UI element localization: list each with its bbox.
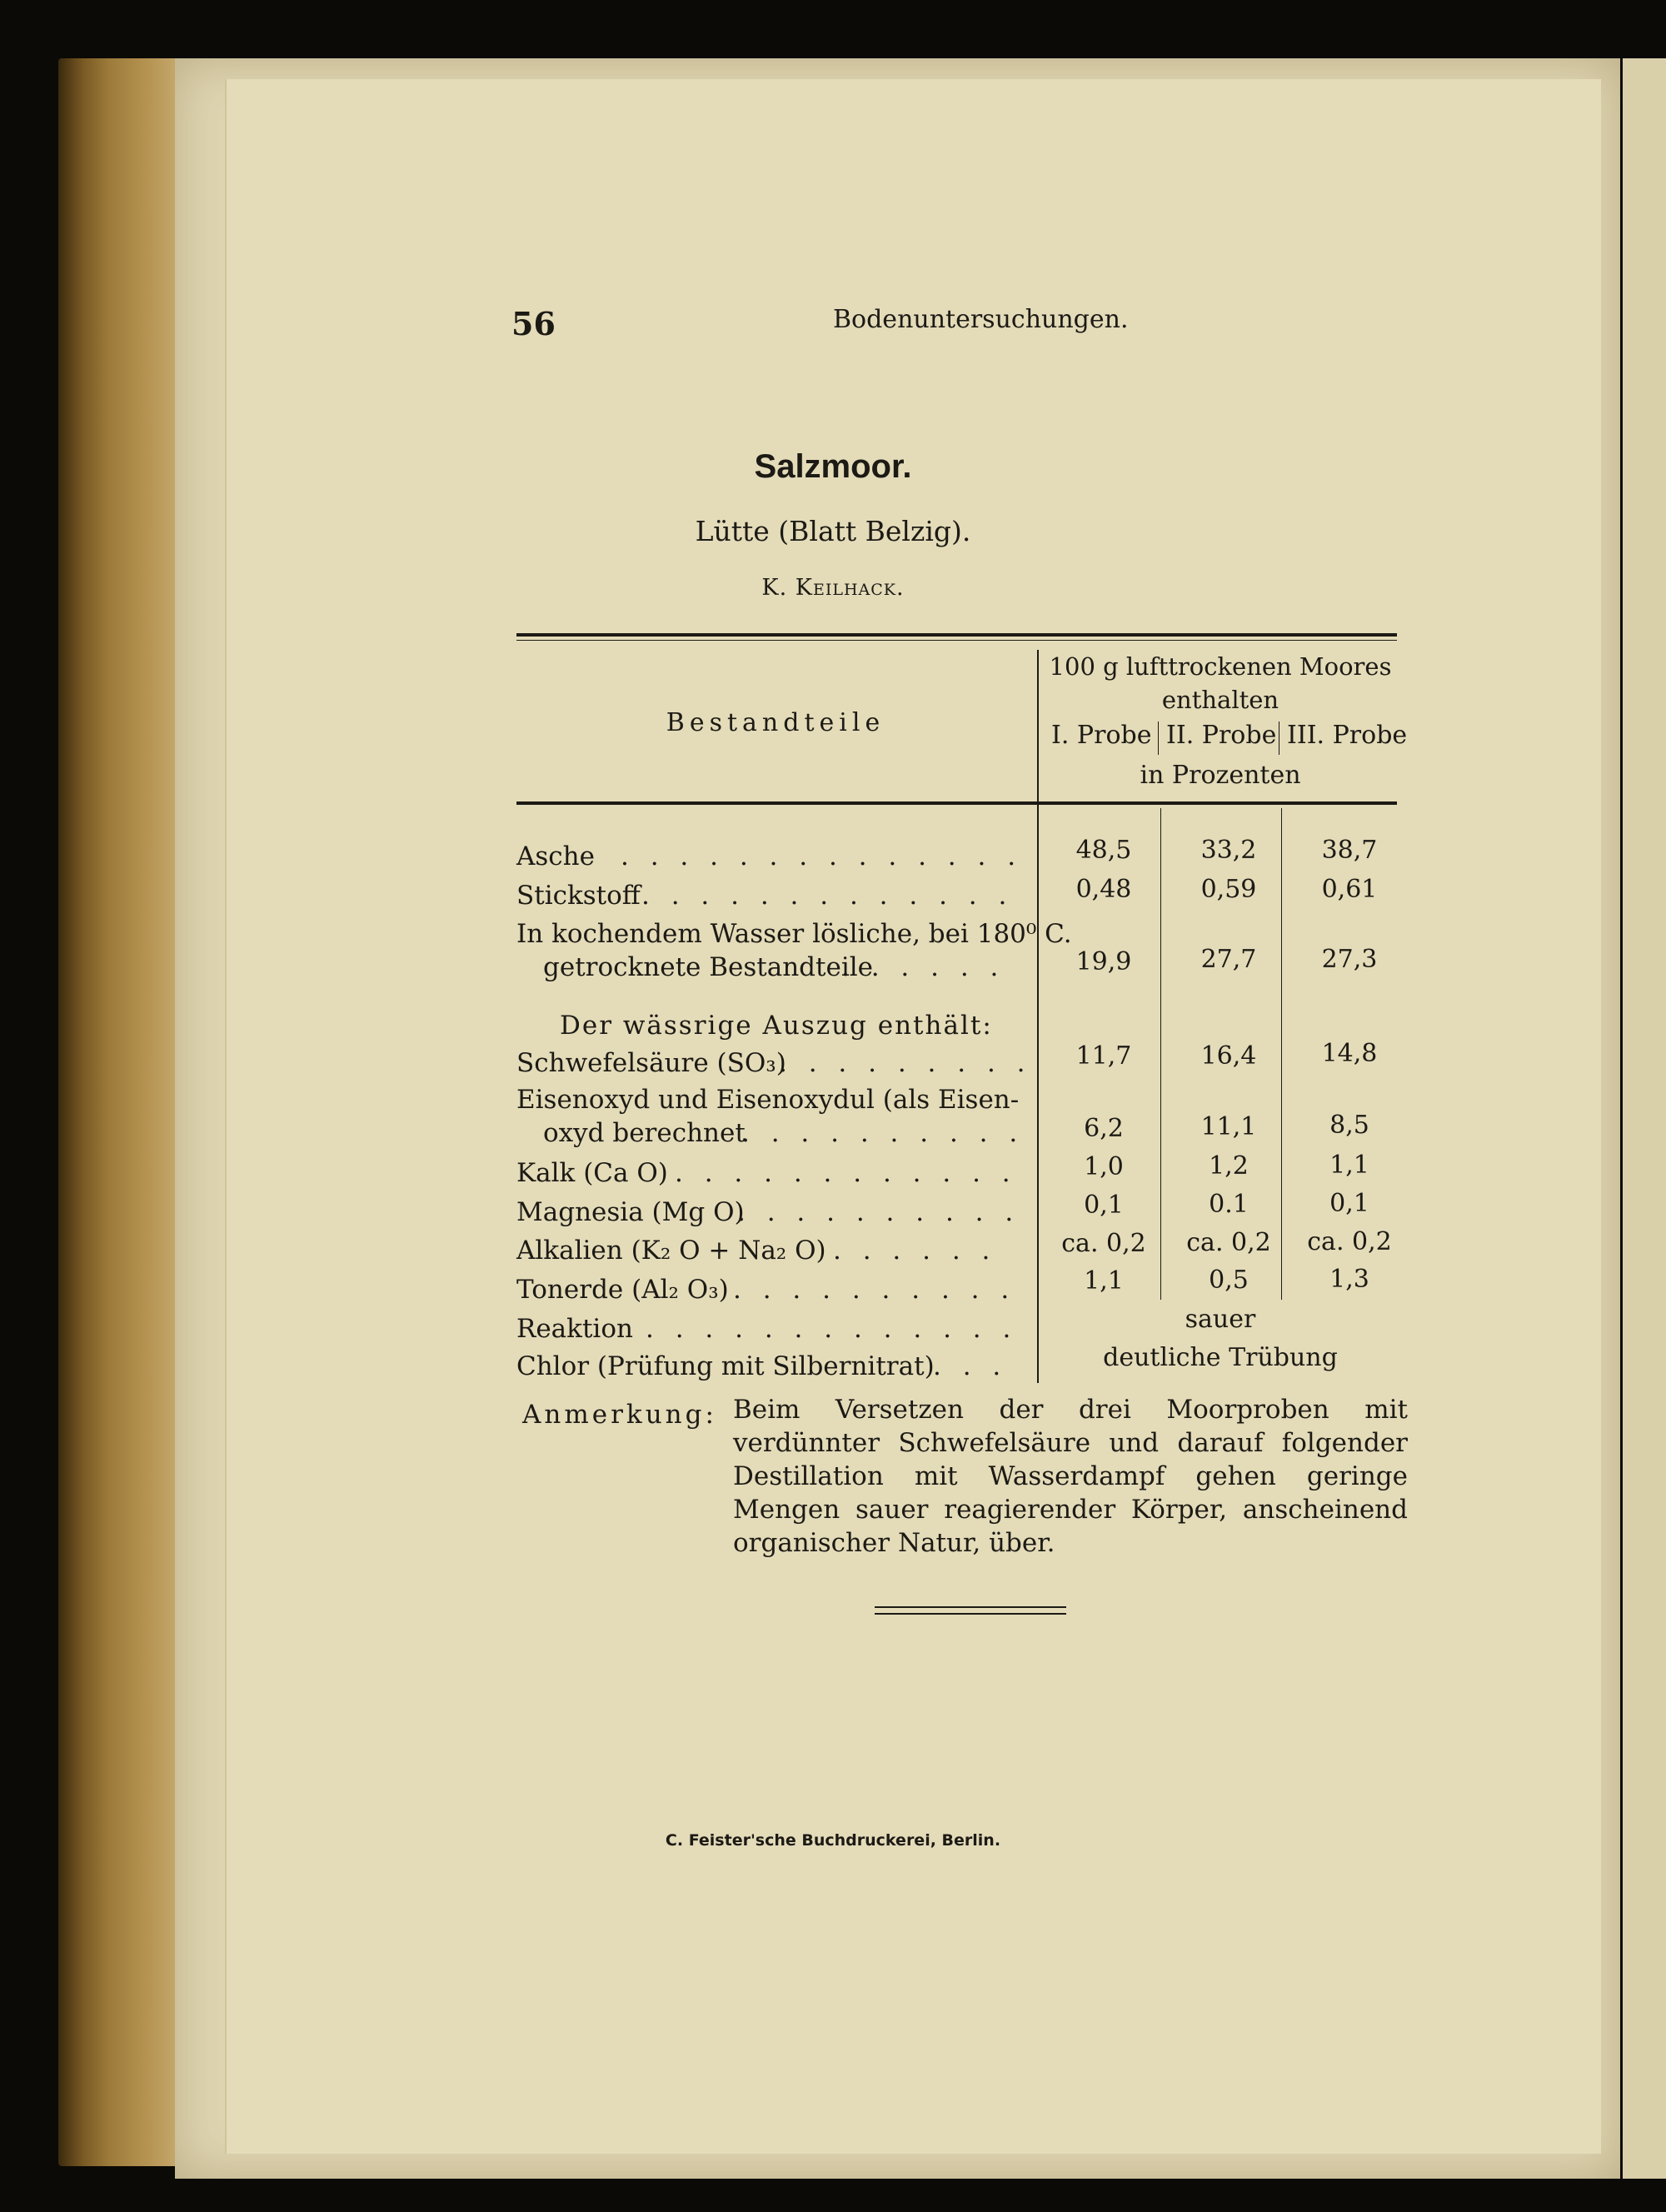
cell-asche-1: 48,5 [1075,836,1132,865]
column-header-sample: 100 g lufttrockenen Moores enthalten [1049,652,1392,714]
column-header-bestandteile: Bestandteile [666,708,885,737]
cell-stickstoff-3: 0,61 [1321,875,1378,904]
cell-stickstoff-1: 0,48 [1075,875,1132,904]
cell-kalk-2: 1,2 [1209,1151,1249,1181]
running-title: Bodenuntersuchungen. [833,305,1129,334]
author-initial: K. [761,575,788,601]
section-heading: Der wässrige Auszug enthält: [560,1011,993,1041]
cell-asche-3: 38,7 [1321,836,1378,865]
column-header-probe-2: II. Probe [1166,721,1277,750]
row-label-alkalien: Alkalien (K₂ O + Na₂ O) [516,1236,826,1266]
row-label-chlor: Chlor (Prüfung mit Silbernitrat) [516,1351,935,1381]
column-header-probe-1: I. Probe [1051,721,1152,750]
cell-tonerde-1: 1,1 [1084,1266,1124,1296]
table-top-rule-thin [516,640,1397,641]
row-label-tonerde: Tonerde (Al₂ O₃) [516,1275,729,1305]
cell-eisenoxyd-1: 6,2 [1084,1114,1124,1143]
cell-magnesia-2: 0.1 [1209,1190,1249,1219]
leader-dots: . . . . . . . . . . . . [675,1158,1017,1188]
facing-page-edge [1623,58,1666,2179]
cell-kalk-1: 1,0 [1084,1152,1124,1181]
page-title: Salzmoor. [754,448,912,485]
cell-schwefelsaeure-2: 16,4 [1200,1041,1257,1071]
leader-dots: . . . . . . . . . . [741,1118,1025,1148]
page-number: 56 [511,305,556,342]
cell-reaktion: sauer [1185,1305,1256,1334]
cell-schwefelsaeure-1: 11,7 [1075,1041,1132,1071]
end-rule-top [875,1606,1066,1608]
leader-dots: . . . . . . . . . [779,1048,1032,1078]
leader-dots: . . . . . . . . . . . . . [646,1314,1018,1344]
cell-alkalien-3: ca. 0,2 [1307,1227,1392,1256]
note-text: Beim Versetzen der drei Moorproben mit verdünnter Schwefelsäure und darauf folgender Destillation mit Wasserdampf gehen geringe Mengen sauer reagierender Körper, anscheinend organischer Natur, über. [733,1395,1408,1558]
page-subtitle: Lütte (Blatt Belzig). [695,515,971,547]
row-label-stickstoff: Stickstoff [516,881,641,911]
cell-stickstoff-2: 0,59 [1200,875,1257,904]
column-header-unit: in Prozenten [1140,761,1301,790]
cell-eisenoxyd-3: 8,5 [1329,1111,1369,1140]
row-label-schwefelsaeure: Schwefelsäure (SO₃) [516,1048,786,1078]
cell-tonerde-2: 0,5 [1209,1266,1249,1295]
column-divider-main [1037,650,1039,1383]
book-page-edges [58,58,183,2166]
end-rule-bottom [875,1613,1066,1615]
cell-eisenoxyd-2: 11,1 [1200,1112,1257,1141]
cell-loesliche-2: 27,7 [1200,945,1257,974]
table-top-rule [516,633,1397,637]
leader-dots: . . . . . . . . . . . . . [641,881,1014,911]
cell-tonerde-3: 1,3 [1329,1265,1369,1294]
column-header-probe-3: III. Probe [1287,721,1408,750]
row-label-magnesia: Magnesia (Mg O) [516,1197,745,1227]
cell-alkalien-1: ca. 0,2 [1061,1229,1146,1258]
leader-dots: . . . . . . . . . . [733,1275,1016,1305]
note-label: Anmerkung: [522,1400,717,1430]
cell-magnesia-3: 0,1 [1329,1189,1369,1218]
table-header-rule [516,801,1397,805]
leader-dots: . . . . . . [833,1236,997,1266]
leader-dots: . . . . . . . . . . . . . . [621,841,1023,871]
leader-dots: . . . . . . . . . . [737,1197,1020,1227]
author-name: Keilhack. [795,575,905,601]
author [0,575,1666,601]
cell-alkalien-2: ca. 0,2 [1186,1228,1271,1257]
cell-loesliche-3: 27,3 [1321,945,1378,974]
printer-imprint: C. Feister'sche Buchdruckerei, Berlin. [665,1831,1001,1850]
cell-kalk-3: 1,1 [1329,1151,1369,1180]
cell-magnesia-1: 0,1 [1084,1191,1124,1220]
row-label-loesliche-line1: In kochendem Wasser lösliche, bei 180⁰ C. [516,919,1072,949]
row-label-asche: Asche [516,841,595,871]
cell-schwefelsaeure-3: 14,8 [1321,1039,1378,1068]
leader-dots: . . . . . . [841,952,1005,982]
row-label-eisenoxyd-line1: Eisenoxyd und Eisenoxydul (als Eisen- [516,1085,1020,1115]
leader-dots: . . . [933,1351,1008,1381]
cell-loesliche-1: 19,9 [1075,947,1132,976]
cell-chlor: deutliche Trübung [1103,1343,1338,1372]
row-label-reaktion: Reaktion [516,1314,633,1344]
row-label-eisenoxyd-line2: oxyd berechnet [543,1118,746,1148]
row-label-kalk: Kalk (Ca O) [516,1158,668,1188]
row-label-loesliche-line2: getrocknete Bestandteile [543,952,874,982]
cell-asche-2: 33,2 [1200,836,1257,865]
column-divider-2-header [1158,722,1159,755]
